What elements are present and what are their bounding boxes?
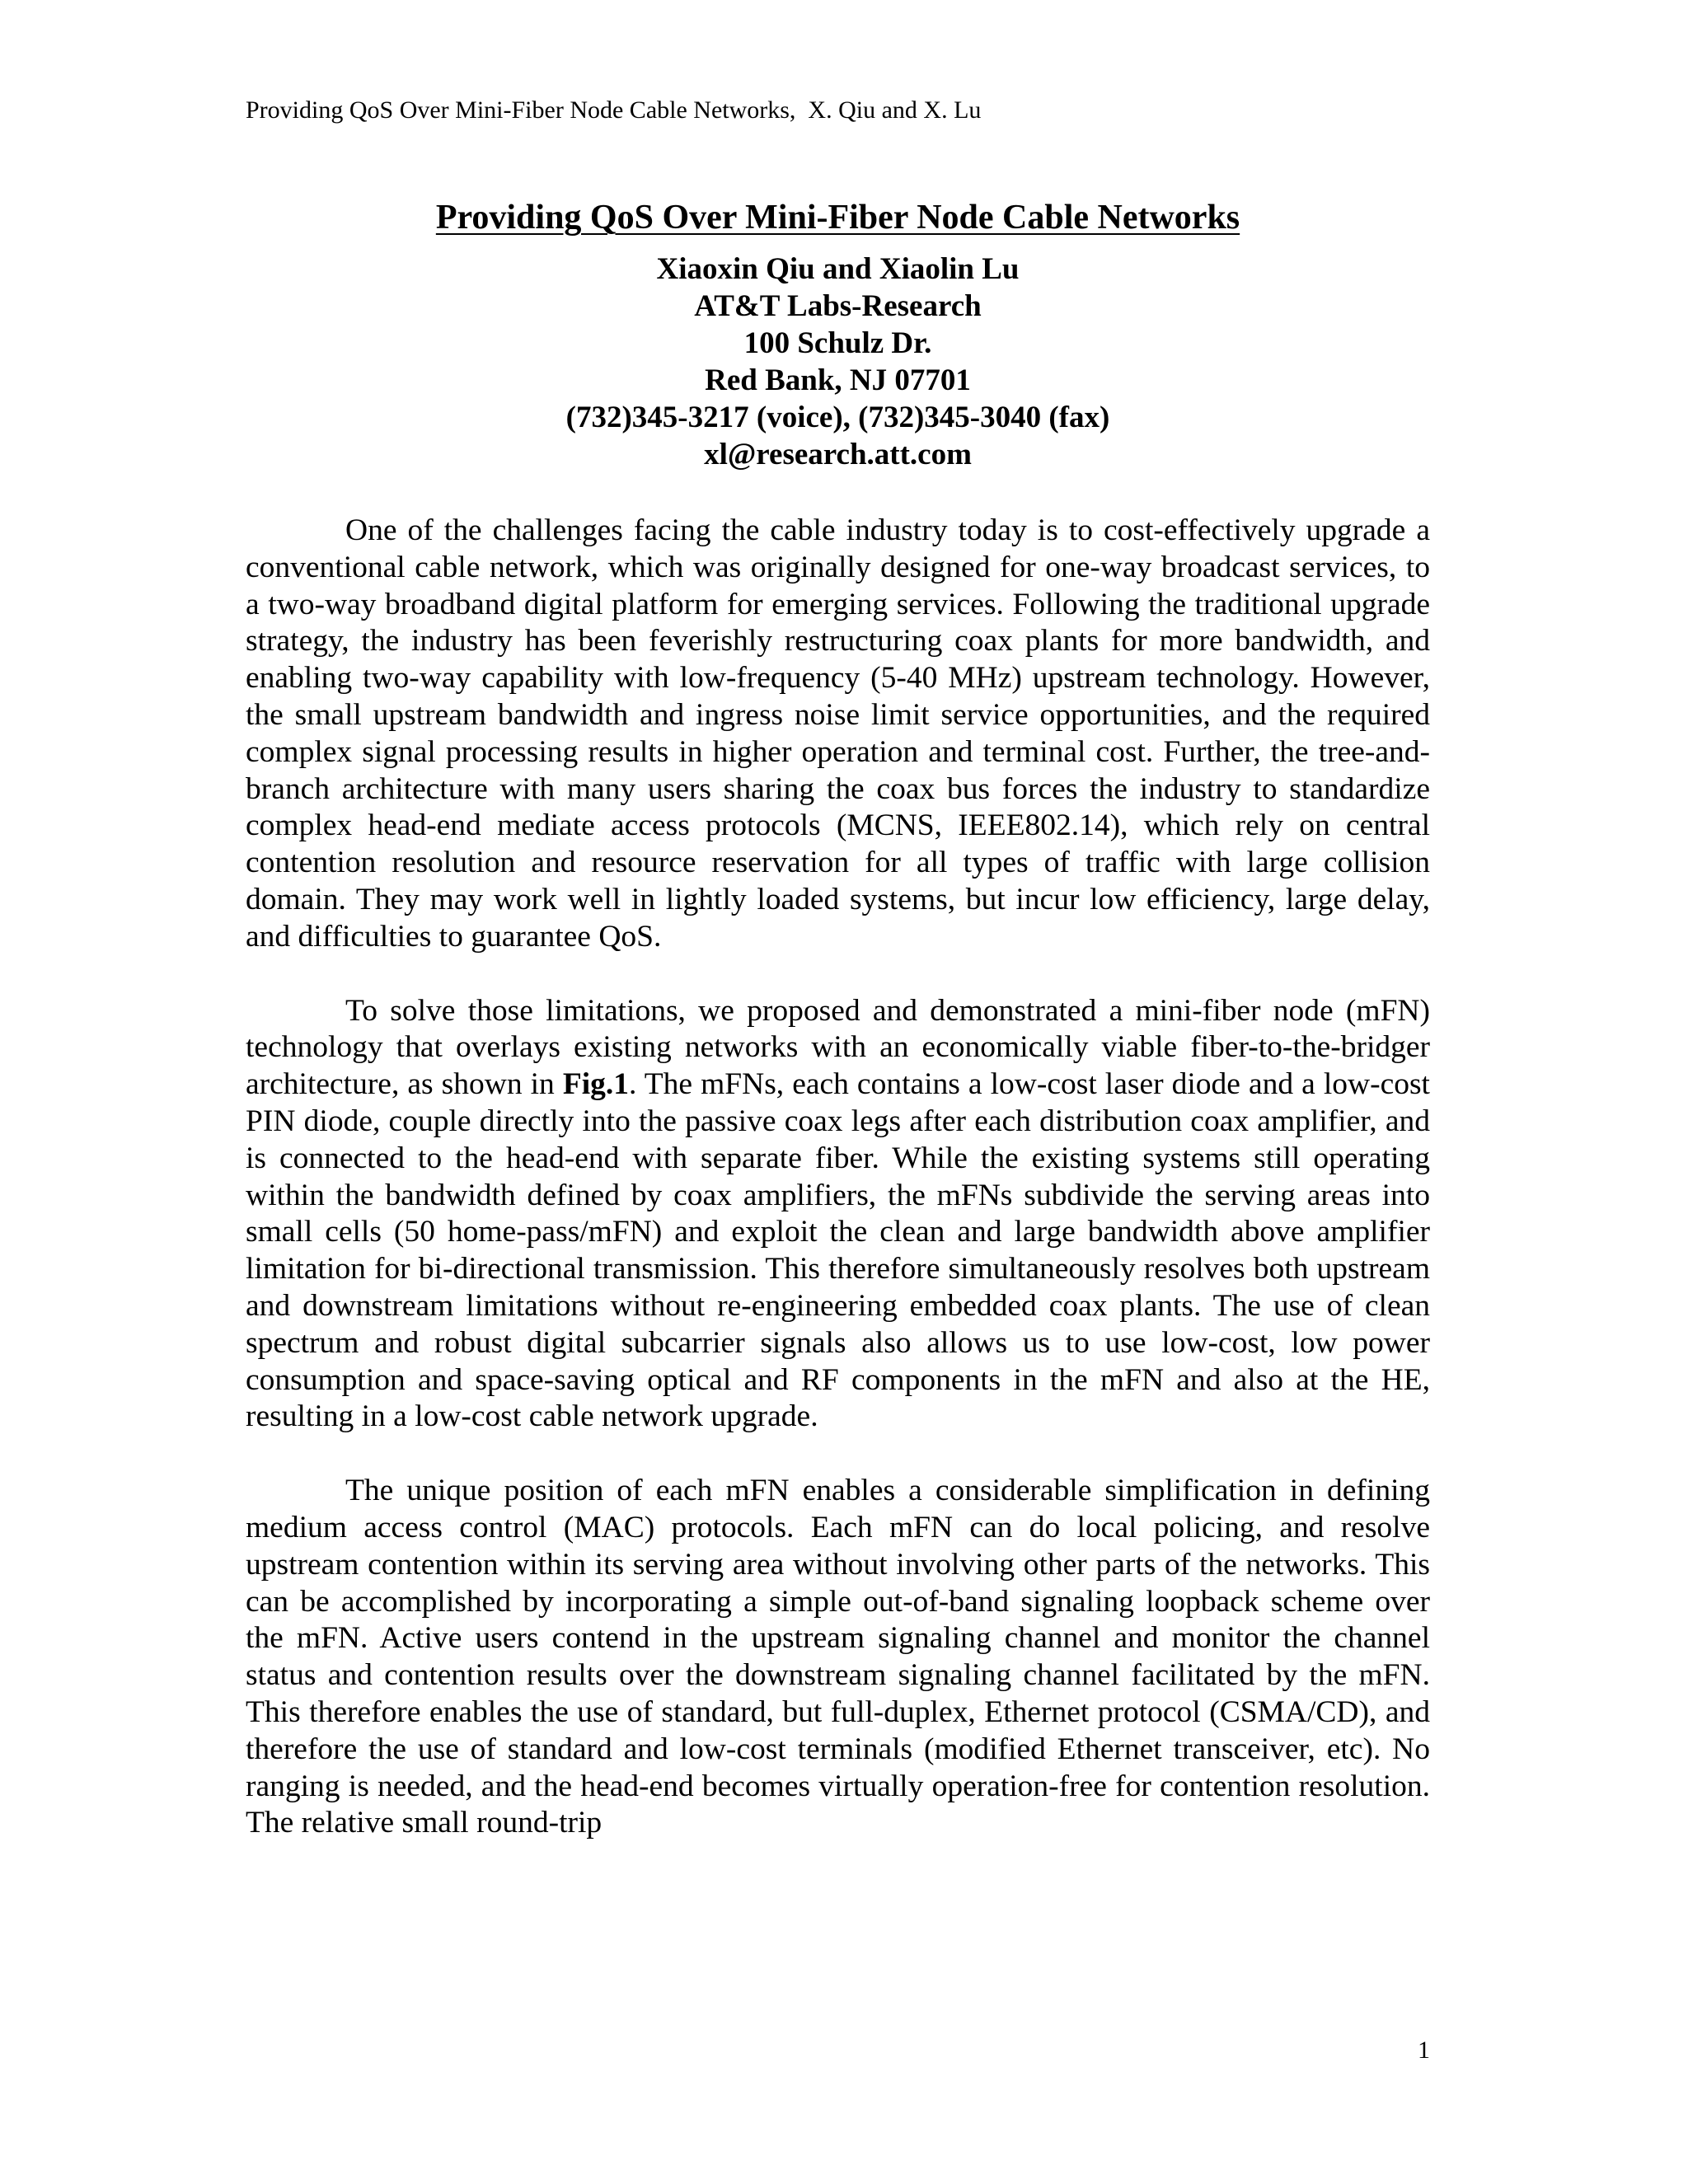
- paper-title: Providing QoS Over Mini-Fiber Node Cable Networks: [435, 199, 1240, 237]
- paragraph-2-text-a: To solve those limitations, we proposed and demonstrated a mini-fiber node (mFN) technology that overlays existing networks with an economically viable fiber-to-the-bridger architecture, as shown in: [246, 993, 1430, 1102]
- paragraph-3: The unique position of each mFN enables a considerable simplification in defining medium access control (MAC) protocols. Each mFN can do local policing, and resolve upstream contention within its serving area without involving other parts of the networks. This can be accomplished by incorporating a simple out-of-band signaling loopback scheme over the mFN. Active users contend in the upstream signaling channel and monitor the channel status and contention results over the downstream signaling channel facilitated by the mFN. This therefore enables the use of standard, but full-duplex, Ethernet protocol (CSMA/CD), and therefore the use of standard and low-cost terminals (modified Ethernet transceiver, etc). No ranging is needed, and the head-end becomes virtually operation-free for contention resolution. The relative small round-trip: [246, 1474, 1430, 1840]
- running-header: Providing QoS Over Mini-Fiber Node Cable Networks, X. Qiu and X. Lu: [246, 96, 982, 124]
- author-names: Xiaoxin Qiu and Xiaolin Lu: [656, 252, 1020, 286]
- page-number: 1: [1418, 2036, 1430, 2064]
- title-block: [246, 194, 1430, 473]
- address-city: Red Bank, NJ 07701: [705, 363, 971, 397]
- body-text: [246, 513, 1430, 1842]
- affiliation: AT&T Labs-Research: [694, 289, 982, 323]
- paragraph-2: [246, 993, 1430, 1436]
- email-address: xl@research.att.com: [704, 438, 972, 471]
- figure-reference: Fig.1: [562, 1067, 630, 1102]
- paragraph-2-text-b: . The mFNs, each contains a low-cost laser diode and a low-cost PIN diode, couple directly into the passive coax legs after each distribution coax amplifier, and is connected to the head-end with separate fiber. While the existing systems still operating within the bandwidth defined by coax amplifiers, the mFNs subdivide the serving areas into small cells (50 home-pass/mFN) and exploit the clean and large bandwidth above amplifier limitation for bi-directional transmission. This therefore simultaneously resolves both upstream and downstream limitations without re-engineering embedded coax plants. The use of clean spectrum and robust digital subcarrier signals also allows us to use low-cost, low power consumption and space-saving optical and RF components in the mFN and also at the HE, resulting in a low-cost cable network upgrade.: [246, 1067, 1430, 1434]
- author-block: [246, 251, 1430, 473]
- address-street: 100 Schulz Dr.: [743, 326, 932, 360]
- phone-fax: (732)345-3217 (voice), (732)345-3040 (fax): [565, 401, 1110, 434]
- paragraph-1: One of the challenges facing the cable industry today is to cost-effectively upgrade a conventional cable network, which was originally designed for one-way broadcast services, to a two-way broadband digital platform for emerging services. Following the traditional upgrade strategy, the industry has been feverishly restructuring coax plants for more bandwidth, and enabling two-way capability with low-frequency (5-40 MHz) upstream technology. However, the small upstream bandwidth and ingress noise limit service opportunities, and the required complex signal processing results in higher operation and terminal cost. Further, the tree-and-branch architecture with many users sharing the coax bus forces the industry to standardize complex head-end mediate access protocols (MCNS, IEEE802.14), which rely on central contention resolution and resource reservation for all types of traffic with large collision domain. They may work well in lightly loaded systems, but incur low efficiency, large delay, and difficulties to guarantee QoS.: [246, 513, 1430, 954]
